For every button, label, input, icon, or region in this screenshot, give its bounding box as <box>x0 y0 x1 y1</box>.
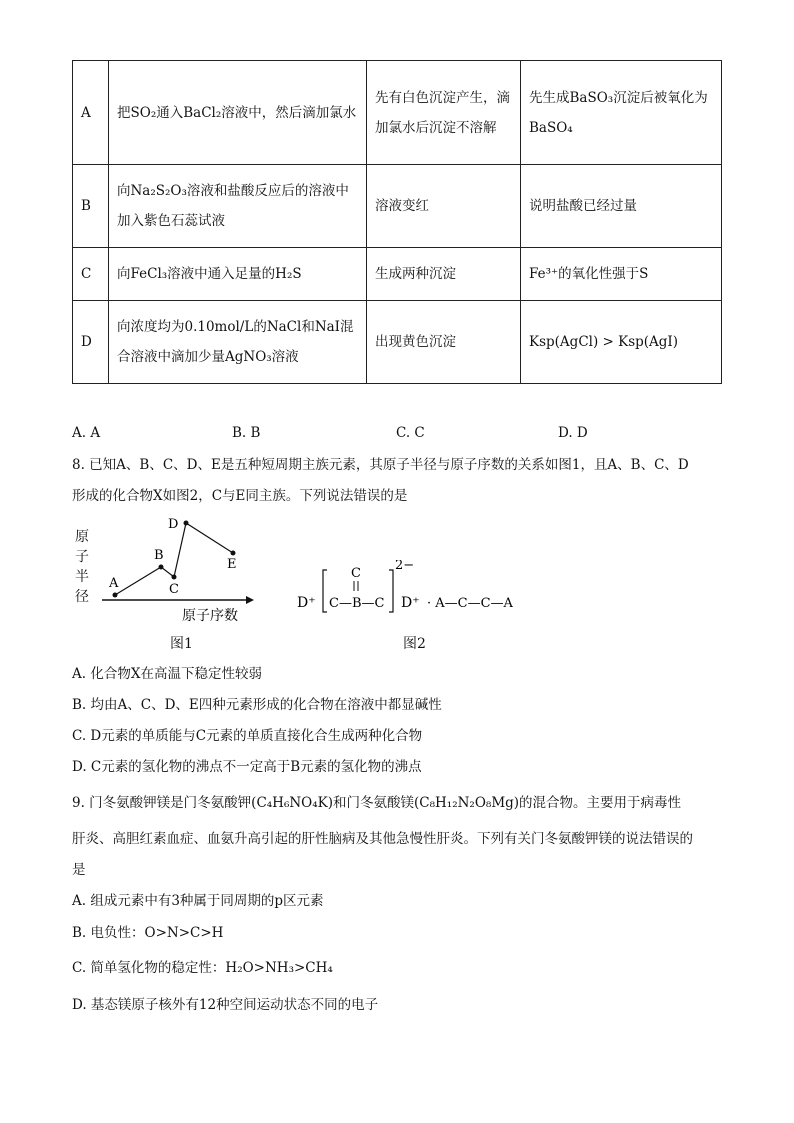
operation-cell: 把SO₂通入BaCl₂溶液中，然后滴加氯水 <box>109 61 367 165</box>
q9-stem-line3: 是 <box>72 862 86 878</box>
point-d <box>184 521 189 526</box>
operation-cell: 向浓度均为0.10mol/L的NaCl和NaI混合溶液中滴加少量AgNO₃溶液 <box>109 301 367 384</box>
q9-option-d[interactable]: D. 基态镁原子核外有12种空间运动状态不同的电子 <box>72 997 379 1013</box>
conclusion-cell: 说明盐酸已经过量 <box>521 165 722 248</box>
q8-option-a[interactable]: A. 化合物X在高温下稳定性较弱 <box>72 666 262 682</box>
point-b <box>159 565 164 570</box>
row-label: B <box>73 165 109 248</box>
experiment-table <box>72 60 722 384</box>
operation-cell: 向Na₂S₂O₃溶液和盐酸反应后的溶液中加入紫色石蕊试液 <box>109 165 367 248</box>
q8-stem-line1: 8. 已知A、B、C、D、E是五种短周期主族元素，其原子半径与原子序数的关系如图1，且A、B、C、D <box>72 457 689 473</box>
label-a: A <box>109 576 119 591</box>
table-row <box>73 248 722 301</box>
q9-option-c[interactable]: C. 简单氢化物的稳定性：H₂O>NH₃>CH₄ <box>72 960 333 976</box>
row-label: A <box>73 61 109 165</box>
q7-option-b[interactable]: B. B <box>232 425 261 441</box>
q7-option-d[interactable]: D. D <box>558 425 588 441</box>
q8-stem-line2: 形成的化合物X如图2，C与E同主族。下列说法错误的是 <box>72 488 408 504</box>
figure-2-structure <box>293 560 533 616</box>
operation-cell: 向FeCl₃溶液中通入足量的H₂S <box>109 248 367 301</box>
figure-1-caption: 图1 <box>170 636 193 652</box>
phenomenon-cell: 生成两种沉淀 <box>367 248 521 301</box>
y-axis-label: 原子半径 <box>75 529 89 605</box>
label-e: E <box>227 557 237 572</box>
label-d: D <box>168 517 179 532</box>
q7-option-c[interactable]: C. C <box>396 425 425 441</box>
q8-option-c[interactable]: C. D元素的单质能与C元素的单质直接化合生成两种化合物 <box>72 728 423 744</box>
conclusion-cell: Ksp(AgCl) > Ksp(AgI) <box>521 301 722 384</box>
conclusion-cell: 先生成BaSO₃沉淀后被氧化为BaSO₄ <box>521 61 722 165</box>
table-row <box>73 61 722 165</box>
point-e <box>231 551 236 556</box>
label-b: B <box>154 548 164 563</box>
table-row <box>73 301 722 384</box>
q9-option-b[interactable]: B. 电负性：O>N>C>H <box>72 925 224 941</box>
point-c <box>172 575 177 580</box>
d-plus-left: D⁺ <box>297 595 316 611</box>
row-label: C <box>73 248 109 301</box>
q9-stem-line2: 肝炎、高胆红素血症、血氨升高引起的肝性脑病及其他急慢性肝炎。下列有关门冬氨酸钾镁的说法错误的 <box>72 831 693 847</box>
charge-label: 2− <box>395 560 415 573</box>
conclusion-cell: Fe³⁺的氧化性强于S <box>521 248 722 301</box>
phenomenon-cell: 溶液变红 <box>367 165 521 248</box>
svg-text:C: C <box>351 566 361 581</box>
point-a <box>113 593 118 598</box>
q8-option-d[interactable]: D. C元素的氢化物的沸点不一定高于B元素的氢化物的沸点 <box>72 759 422 775</box>
q8-option-b[interactable]: B. 均由A、C、D、E四种元素形成的化合物在溶液中都显碱性 <box>72 697 442 713</box>
label-c: C <box>169 582 179 597</box>
molecule-chain: · A—C—C—A <box>427 596 513 611</box>
figure-2-caption: 图2 <box>403 636 426 652</box>
table-row <box>73 165 722 248</box>
q9-option-a[interactable]: A. 组成元素中有3种属于同周期的p区元素 <box>72 893 324 909</box>
q9-stem-line1: 9. 门冬氨酸钾镁是门冬氨酸钾(C₄H₆NO₄K)和门冬氨酸镁(C₈H₁₂N₂O₈Mg)的混合物。主要用于病毒性 <box>72 795 682 811</box>
phenomenon-cell: 出现黄色沉淀 <box>367 301 521 384</box>
x-axis-label: 原子序数 <box>182 608 238 624</box>
svg-text:C—B—C: C—B—C <box>329 596 385 611</box>
figure-1-graph <box>72 512 262 627</box>
phenomenon-cell: 先有白色沉淀产生，滴加氯水后沉淀不溶解 <box>367 61 521 165</box>
q7-option-a[interactable]: A. A <box>72 425 101 441</box>
row-label: D <box>73 301 109 384</box>
d-plus-right: D⁺ <box>401 595 420 611</box>
